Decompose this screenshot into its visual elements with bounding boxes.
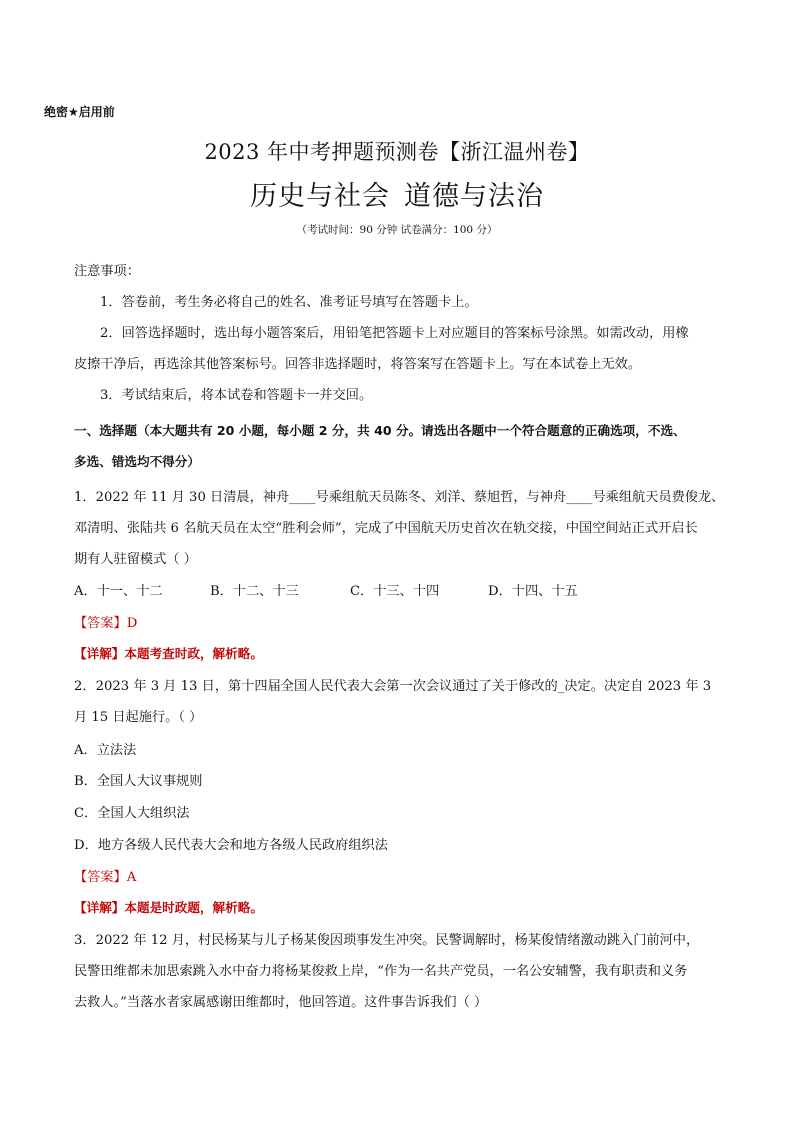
option-d: D．十四、十五 xyxy=(488,584,578,599)
question-stem: 邓清明、张陆共 6 名航天员在太空“胜利会师”，完成了中国航天历史首次在轨交接，中国空间站正式开启长 xyxy=(74,521,698,536)
notice-item: 1．答卷前，考生务必将自己的姓名、准考证号填写在答题卡上。 xyxy=(100,295,478,310)
question-stem: 3．2022 年 12 月，村民杨某与儿子杨某俊因琐事发生冲突。民警调解时，杨某俊情绪激动跳入门前河中， xyxy=(74,933,700,948)
subject-history-society: 历史与社会 xyxy=(250,181,390,212)
question-stem: 民警田维都未加思索跳入水中奋力将杨某俊救上岸，“作为一名共产党员，一名公安辅警，我有职责和义务 xyxy=(74,964,688,979)
question-stem: 去救人。”当落水者家属感谢田维都时，他回答道。这件事告诉我们（ ） xyxy=(74,995,488,1010)
option-c: C．十三、十四 xyxy=(350,584,440,599)
notice-heading: 注意事项： xyxy=(74,264,140,279)
question-options xyxy=(74,580,724,599)
secret-label: 绝密★启用前 xyxy=(44,105,115,119)
exam-title: 2023 年中考押题预测卷【浙江温州卷】 xyxy=(204,140,590,164)
answer-label: 【答案】A xyxy=(74,870,137,885)
exam-subject-title xyxy=(0,174,794,213)
subject-morality-law: 道德与法治 xyxy=(404,181,544,212)
question-stem: 月 15 日起施行。（ ） xyxy=(74,710,203,725)
notice-item: 2．回答选择题时，选出每小题答案后，用铅笔把答题卡上对应题目的答案标号涂黑。如需改动，用橡 xyxy=(100,326,689,341)
section-heading: 一、选择题（本大题共有 20 小题，每小题 2 分，共 40 分。请选出各题中一个符合题意的正确选项，不选、 xyxy=(74,423,686,438)
question-stem: 期有人驻留模式（ ） xyxy=(74,552,197,567)
option-a: A．十一、十二 xyxy=(74,584,163,599)
option-c: C．全国人大组织法 xyxy=(74,806,190,821)
question-stem: 1．2022 年 11 月 30 日清晨，神舟____号乘组航天员陈冬、刘洋、蔡旭哲，与神舟____号乘组航天员费俊龙、 xyxy=(74,490,725,505)
detail-label: 【详解】本题考查时政，解析略。 xyxy=(74,646,263,661)
question-stem: 2．2023 年 3 月 13 日，第十四届全国人民代表大会第一次会议通过了关于修改的_决定。决定自 2023 年 3 xyxy=(74,679,712,694)
option-b: B．全国人大议事规则 xyxy=(74,774,203,789)
option-a: A．立法法 xyxy=(74,743,137,758)
option-d: D．地方各级人民代表大会和地方各级人民政府组织法 xyxy=(74,838,388,853)
option-b: B．十二、十三 xyxy=(210,584,299,599)
exam-info: （考试时间：90 分钟 试卷满分：100 分） xyxy=(296,224,498,236)
notice-item: 3．考试结束后，将本试卷和答题卡一并交回。 xyxy=(100,388,373,403)
detail-label: 【详解】本题是时政题，解析略。 xyxy=(74,900,263,915)
notice-item-continued: 皮擦干净后，再选涂其他答案标号。回答非选择题时，将答案写在答题卡上。写在本试卷上无效。 xyxy=(74,357,642,372)
section-heading-continued: 多选、错选均不得分） xyxy=(74,454,200,469)
answer-label: 【答案】D xyxy=(74,616,138,631)
